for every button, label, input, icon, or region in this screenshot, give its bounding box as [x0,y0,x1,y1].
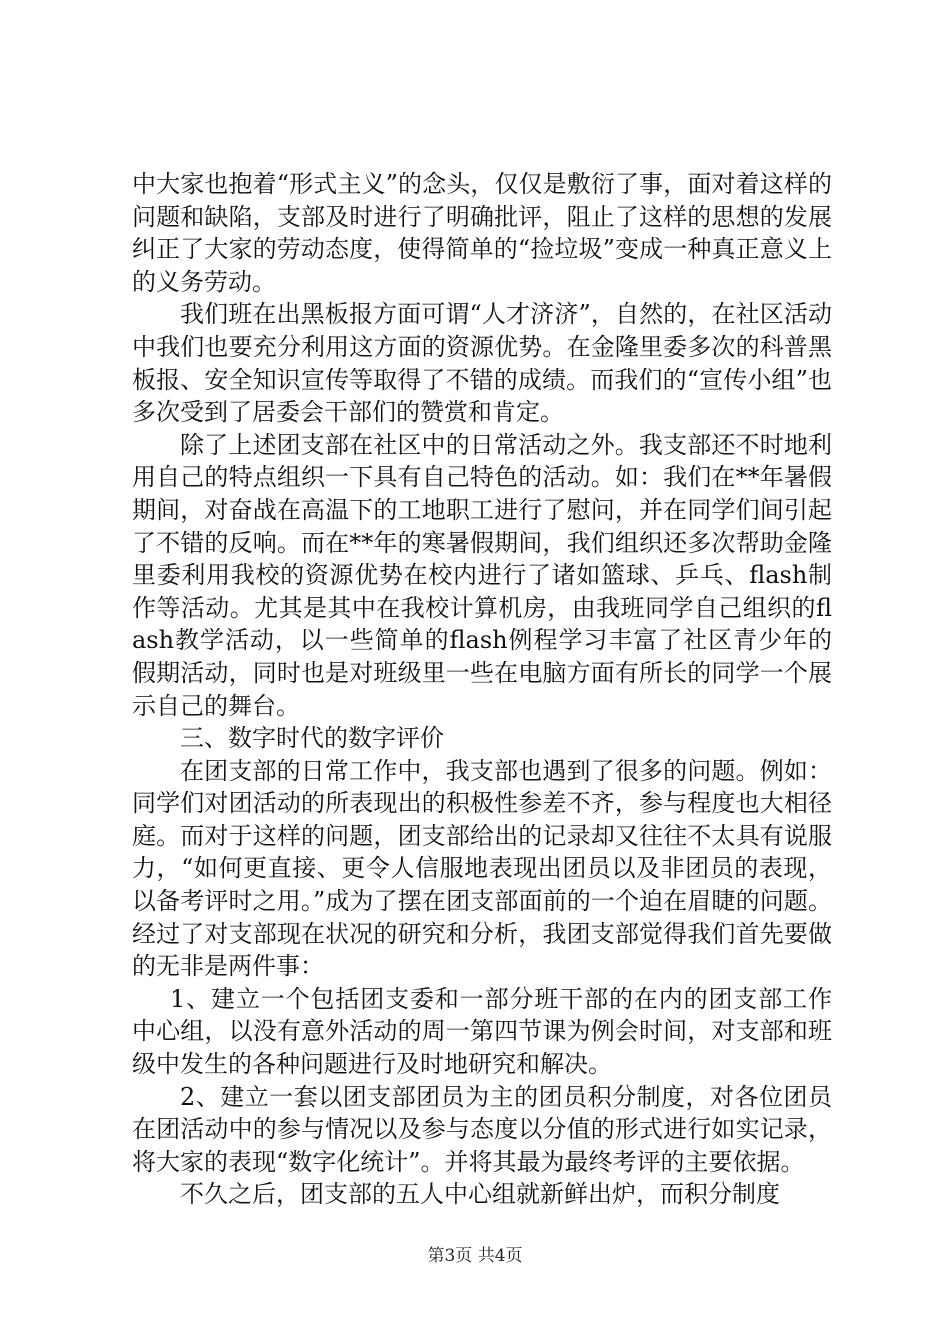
document-body [132,168,832,1211]
list-item-2: 2、建立一套以团支部团员为主的团员积分制度，对各位团员在团活动中的参与情况以及参与态度以分值的形式进行如实记录，将大家的表现“数字化统计”。并将其最为最终考评的主要依据。 [132,1082,832,1176]
list-item-1: 1、建立一个包括团支委和一部分班干部的在内的团支部工作中心组，以没有意外活动的周一第四节课为例会时间，对支部和班级中发生的各种问题进行及时地研究和解决。 [132,984,832,1079]
paragraph-blackboard: 我们班在出黑板报方面可谓“人才济济”，自然的，在社区活动中我们也要充分利用这方面的资源优势。在金隆里委多次的科普黑板报、安全知识宣传等取得了不错的成绩。而我们的“宣传小组”也多次受到了居委会干部们的赞赏和肯定。 [132,300,832,427]
paragraph-special-activities: 除了上述团支部在社区中的日常活动之外。我支部还不时地利用自己的特点组织一下具有自己特色的活动。如：我们在**年暑假期间，对奋战在高温下的工地职工进行了慰问，并在同学们间引起了不错的反响。而在**年的寒暑假期间，我们组织还多次帮助金隆里委利用我校的资源优势在校内进行了诸如篮球、乒乓、flash制作等活动。尤其是其中在我校计算机房，由我班同学自己组织的flash教学活动，以一些简单的flash例程学习丰富了社区青少年的假期活动，同时也是对班级里一些在电脑方面有所长的同学一个展示自己的舞台。 [132,430,832,720]
paragraph-problems: 在团支部的日常工作中，我支部也遇到了很多的问题。例如：同学们对团活动的所表现出的积极性参差不齐，参与程度也大相径庭。而对于这样的问题，团支部给出的记录却又往往不太具有说服力，“如何更直接、更令人信服地表现出团员以及非团员的表现，以备考评时之用。”成为了摆在团支部面前的一个迫在眉睫的问题。经过了对支部现在状况的研究和分析，我团支部觉得我们首先要做的无非是两件事： [132,756,832,981]
section-heading: 三、数字时代的数字评价 [180,724,444,753]
page-number-footer: 第3页 共4页 [427,1246,523,1266]
paragraph-continuation: 中大家也抱着“形式主义”的念头，仅仅是敷衍了事，面对着这样的问题和缺陷，支部及时进行了明确批评，阻止了这样的思想的发展纠正了大家的劳动态度，使得简单的“捡垃圾”变成一种真正意义上的义务劳动。 [132,170,832,296]
paragraph-conclusion: 不久之后，团支部的五人中心组就新鲜出炉，而积分制度 [180,1180,780,1209]
